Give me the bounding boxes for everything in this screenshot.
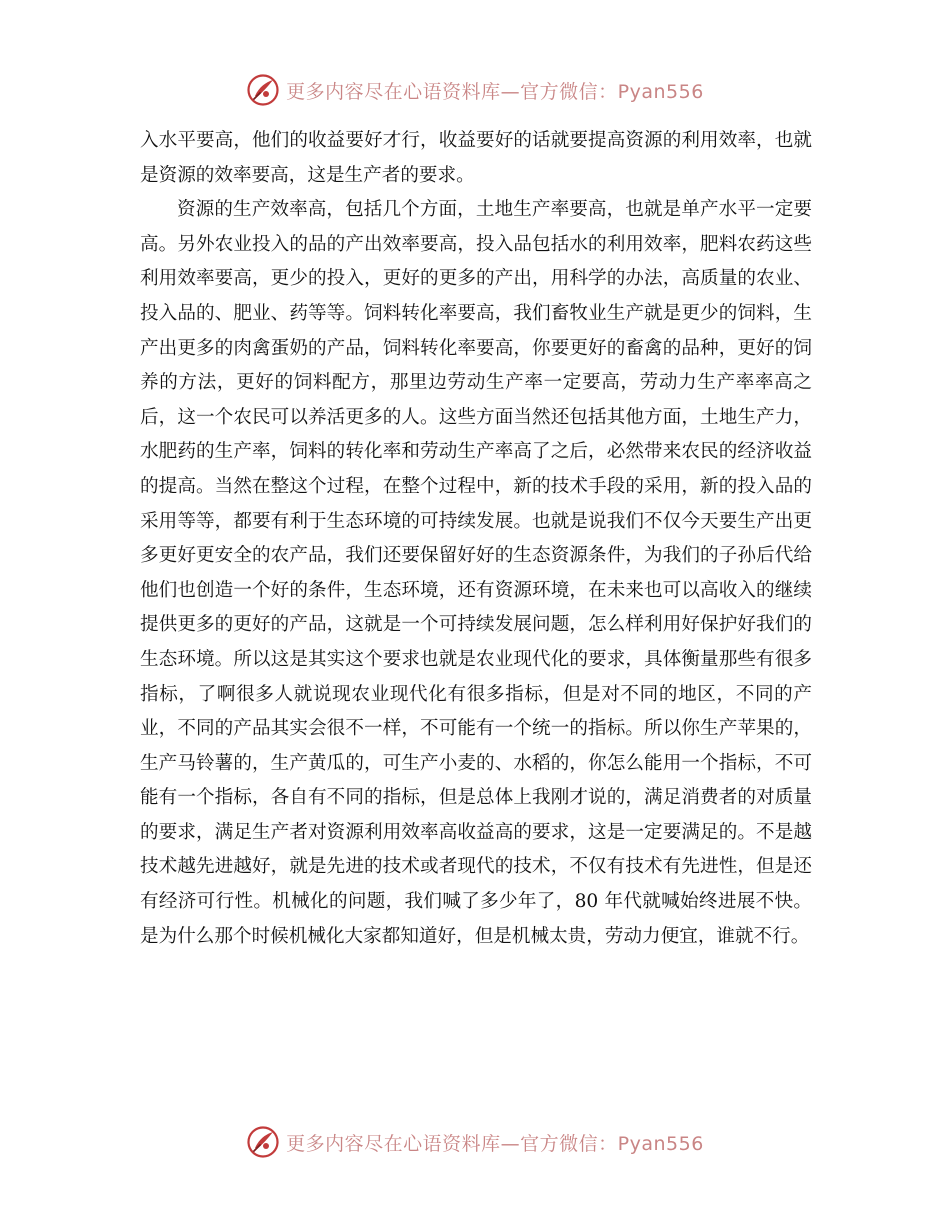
- quill-seal-icon: [246, 1125, 280, 1159]
- header-banner-text: 更多内容尽在心语资料库—官方微信：Pyan556: [286, 80, 704, 103]
- footer-banner-text: 更多内容尽在心语资料库—官方微信：Pyan556: [286, 1132, 704, 1155]
- quill-seal-icon: [246, 73, 280, 107]
- header-watermark: [0, 70, 950, 110]
- footer-watermark: [0, 1122, 950, 1162]
- paragraph-1: 入水平要高，他们的收益要好才行，收益要好的话就要提高资源的利用效率，也就是资源的效率要高，这是生产者的要求。: [140, 130, 812, 186]
- document-body: [140, 124, 812, 954]
- paragraph-2: 资源的生产效率高，包括几个方面，土地生产率要高，也就是单产水平一定要高。另外农业投入的品的产出效率要高，投入品包括水的利用效率，肥料农药这些利用效率要高，更少的投入，更好的更多的产出，用科学的办法，高质量的农业、投入品的、肥业、药等等。饲料转化率要高，我们畜牧业生产就是更少的饲料，生产出更多的肉禽蛋奶的产品，饲料转化率要高，你要更好的畜禽的品种，更好的饲养的方法，更好的饲料配方，那里边劳动生产率一定要高，劳动力生产率率高之后，这一个农民可以养活更多的人。这些方面当然还包括其他方面，土地生产力，水肥药的生产率，饲料的转化率和劳动生产率高了之后，必然带来农民的经济收益的提高。当然在整这个过程，在整个过程中，新的技术手段的采用，新的投入品的采用等等，都要有利于生态环境的可持续发展。也就是说我们不仅今天要生产出更多更好更安全的农产品，我们还要保留好好的生态资源条件，为我们的子孙后代给他们也创造一个好的条件，生态环境，还有资源环境，在未来也可以高收入的继续提供更多的更好的产品，这就是一个可持续发展问题，怎么样利用好保护好我们的生态环境。所以这是其实这个要求也就是农业现代化的要求，具体衡量那些有很多指标，了啊很多人就说现农业现代化有很多指标，但是对不同的地区，不同的产业，不同的产品其实会很不一样，不可能有一个统一的指标。所以你生产苹果的，生产马铃薯的，生产黄瓜的，可生产小麦的、水稻的，你怎么能用一个指标，不可能有一个指标，各自有不同的指标，但是总体上我刚才说的，满足消费者的对质量的要求，满足生产者对资源利用效率高收益高的要求，这是一定要满足的。不是越技术越先进越好，就是先进的技术或者现代的技术，不仅有技术有先进性，但是还有经济可行性。机械化的问题，我们喊了多少年了，80 年代就喊始终进展不快。是为什么那个时候机械化大家都知道好，但是机械太贵，劳动力便宜，谁就不行。: [140, 199, 812, 947]
